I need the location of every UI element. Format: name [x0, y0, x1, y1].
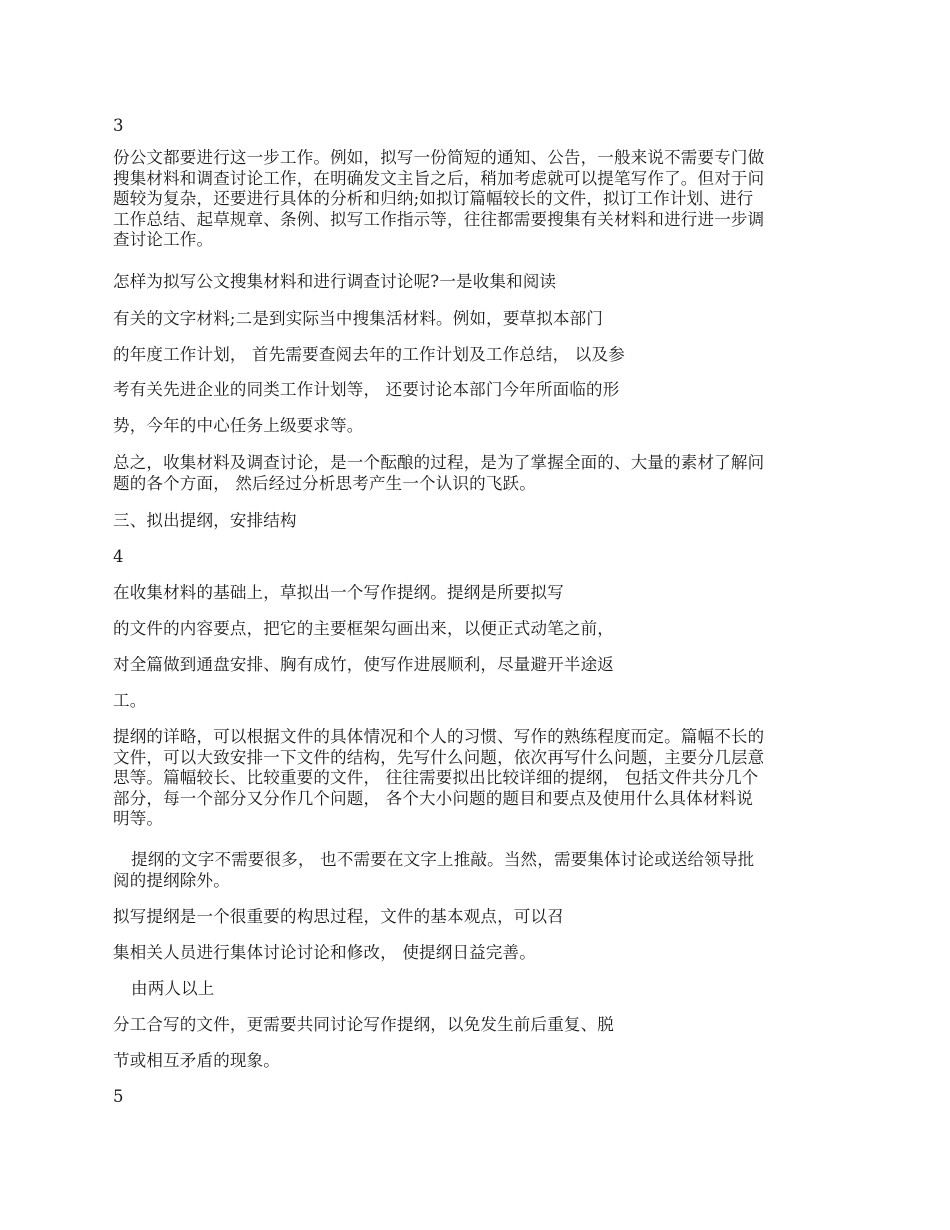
paragraph-line: 文件，可以大致安排一下文件的结构，先写什么问题，依次再写什么问题，主要分几层意	[113, 747, 765, 767]
paragraph: 考有关先进企业的同类工作计划等， 还要讨论本部门今年所面临的形	[113, 380, 620, 399]
paragraph: 怎样为拟写公文搜集材料和进行调查讨论呢?一是收集和阅读	[113, 272, 557, 291]
paragraph-line: 题的各个方面， 然后经过分析思考产生一个认识的飞跃。	[113, 473, 536, 493]
paragraph-line: 总之，收集材料及调查讨论，是一个酝酿的过程，是为了掌握全面的、大量的素材了解问	[113, 453, 765, 472]
paragraph-line: 查讨论工作。	[113, 230, 214, 249]
paragraph: 的年度工作计划， 首先需要查阅去年的工作计划及工作总结， 以及参	[113, 345, 625, 364]
paragraph	[113, 727, 764, 830]
paragraph-line: 部分，每一个部分又分作几个问题， 各个大小问题的题目和要点及使用什么具体材料说	[113, 788, 754, 808]
paragraph: 的文件的内容要点，把它的主要框架勾画出来，以便正式动笔之前，	[113, 619, 614, 638]
paragraph	[113, 850, 754, 891]
paragraph: 节或相互矛盾的现象。	[113, 1051, 280, 1070]
paragraph-line: 提纲的文字不需要很多， 也不需要在文字上推敲。当然，需要集体讨论或送给领导批	[131, 850, 755, 869]
paragraph-line: 明等。	[113, 809, 164, 828]
paragraph: 工。	[113, 691, 147, 710]
paragraph: 对全篇做到通盘安排、胸有成竹，使写作进展顺利，尽量避开半途返	[113, 655, 614, 674]
paragraph-line: 阅的提纲除外。	[113, 870, 230, 890]
paragraph	[113, 148, 764, 251]
paragraph-line: 工作总结、起草规章、条例、拟写工作指示等，往往都需要搜集有关材料和进行进一步调	[113, 209, 765, 229]
paragraph	[113, 453, 764, 494]
paragraph: 集相关人员进行集体讨论讨论和修改， 使提纲日益完善。	[113, 943, 536, 962]
paragraph-line: 题较为复杂，还要进行具体的分析和归纳;如拟订篇幅较长的文件，拟订工作计划、进行	[113, 189, 754, 208]
page-number: 4	[113, 547, 124, 566]
paragraph-line: 思等。篇幅较长、比较重要的文件， 往往需要拟出比较详细的提纲， 包括文件共分几个	[113, 768, 759, 787]
paragraph: 在收集材料的基础上，草拟出一个写作提纲。提纲是所要拟写	[113, 583, 564, 602]
paragraph-line: 提纲的详略，可以根据文件的具体情况和个人的习惯、写作的熟练程度而定。篇幅不长的	[113, 727, 765, 746]
page-number: 5	[113, 1087, 124, 1106]
paragraph-line: 份公文都要进行这一步工作。例如，拟写一份简短的通知、公告，一般来说不需要专门做	[113, 148, 765, 167]
paragraph-line: 搜集材料和调查讨论工作，在明确发文主旨之后，稍加考虑就可以提笔写作了。但对于问	[113, 168, 765, 188]
paragraph: 由两人以上	[131, 979, 215, 998]
paragraph: 势，今年的中心任务上级要求等。	[113, 416, 364, 435]
paragraph: 分工合写的文件，更需要共同讨论写作提纲，以免发生前后重复、脱	[113, 1015, 614, 1034]
page-number: 3	[113, 116, 124, 135]
section-heading: 三、拟出提纲，安排结构	[113, 511, 297, 530]
paragraph: 拟写提纲是一个很重要的构思过程，文件的基本观点，可以召	[113, 907, 564, 926]
paragraph: 有关的文字材料;二是到实际当中搜集活材料。例如，要草拟本部门	[113, 309, 604, 328]
